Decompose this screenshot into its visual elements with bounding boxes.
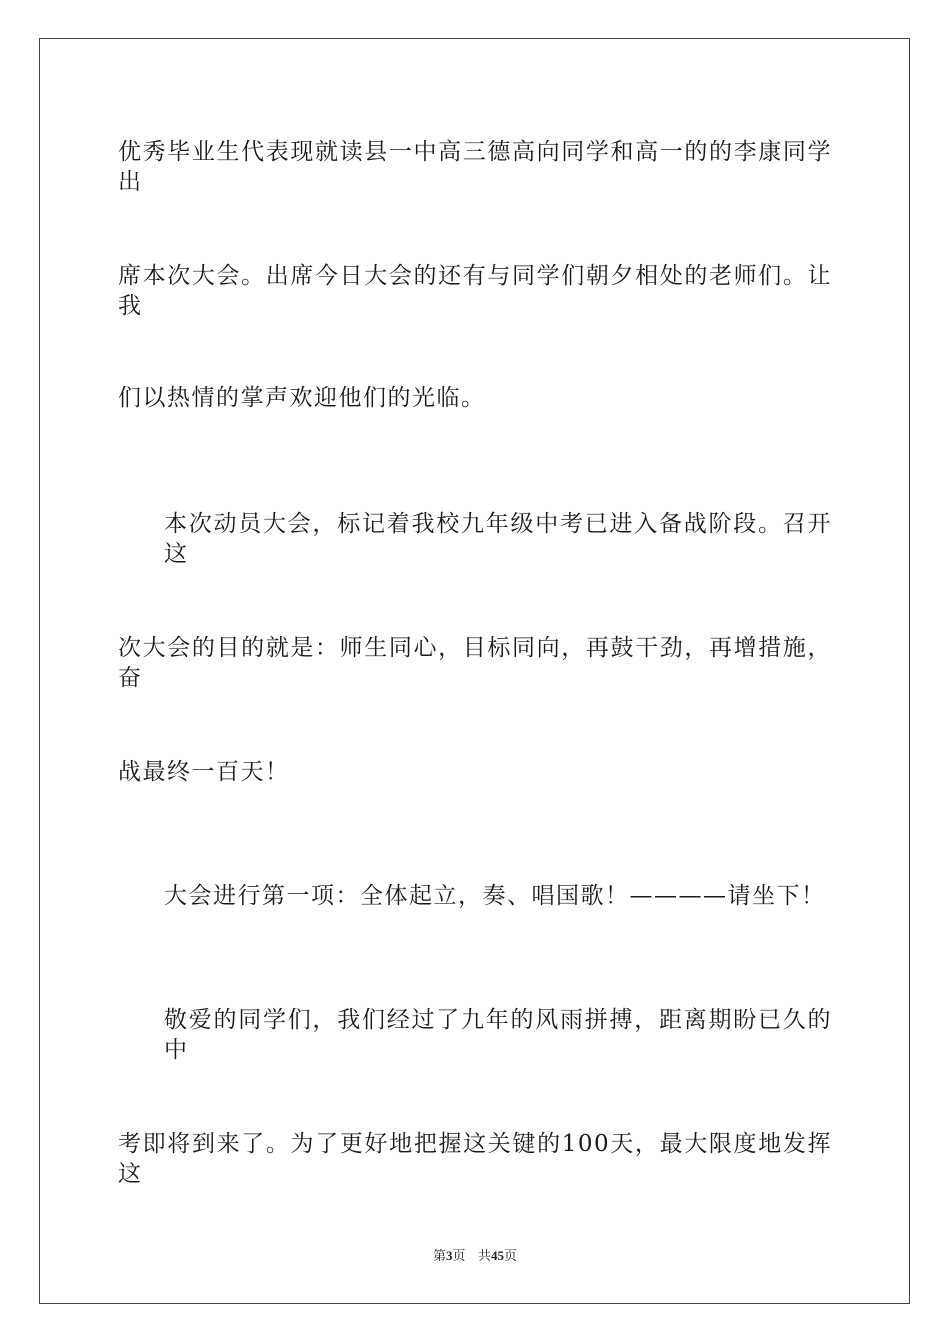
paragraph-line: 优秀毕业生代表现就读县一中高三德高向同学和高一的的李康同学出: [118, 139, 832, 195]
paragraph-line: 们以热情的掌声欢迎他们的光临。: [118, 385, 486, 411]
paragraph-line: 敬爱的同学们，我们经过了九年的风雨拼搏，距离期盼已久的中: [164, 1007, 832, 1063]
paragraph-line: 本次动员大会，标记着我校九年级中考已进入备战阶段。召开这: [164, 511, 832, 567]
paragraph-line: 战最终一百天！: [118, 759, 290, 785]
paragraph-line: 次大会的目的就是：师生同心，目标同向，再鼓干劲，再增措施，奋: [118, 635, 832, 691]
footer-page-prefix: 第: [433, 1249, 447, 1264]
footer-page-suffix: 页: [452, 1249, 466, 1264]
footer-total-suffix: 页: [503, 1249, 517, 1264]
footer-page-number: 3: [446, 1248, 453, 1263]
footer-total-pages: 45: [490, 1248, 504, 1263]
footer-total-prefix: 共: [477, 1249, 491, 1264]
page-footer: [0, 1247, 950, 1266]
paragraph-line: 考即将到来了。为了更好地把握这关键的100天，最大限度地发挥这: [118, 1131, 832, 1187]
paragraph-line: 席本次大会。出席今日大会的还有与同学们朝夕相处的老师们。让我: [118, 263, 832, 319]
paragraph-line: 大会进行第一项：全体起立，奏、唱国歌！————请坐下！: [164, 883, 826, 909]
